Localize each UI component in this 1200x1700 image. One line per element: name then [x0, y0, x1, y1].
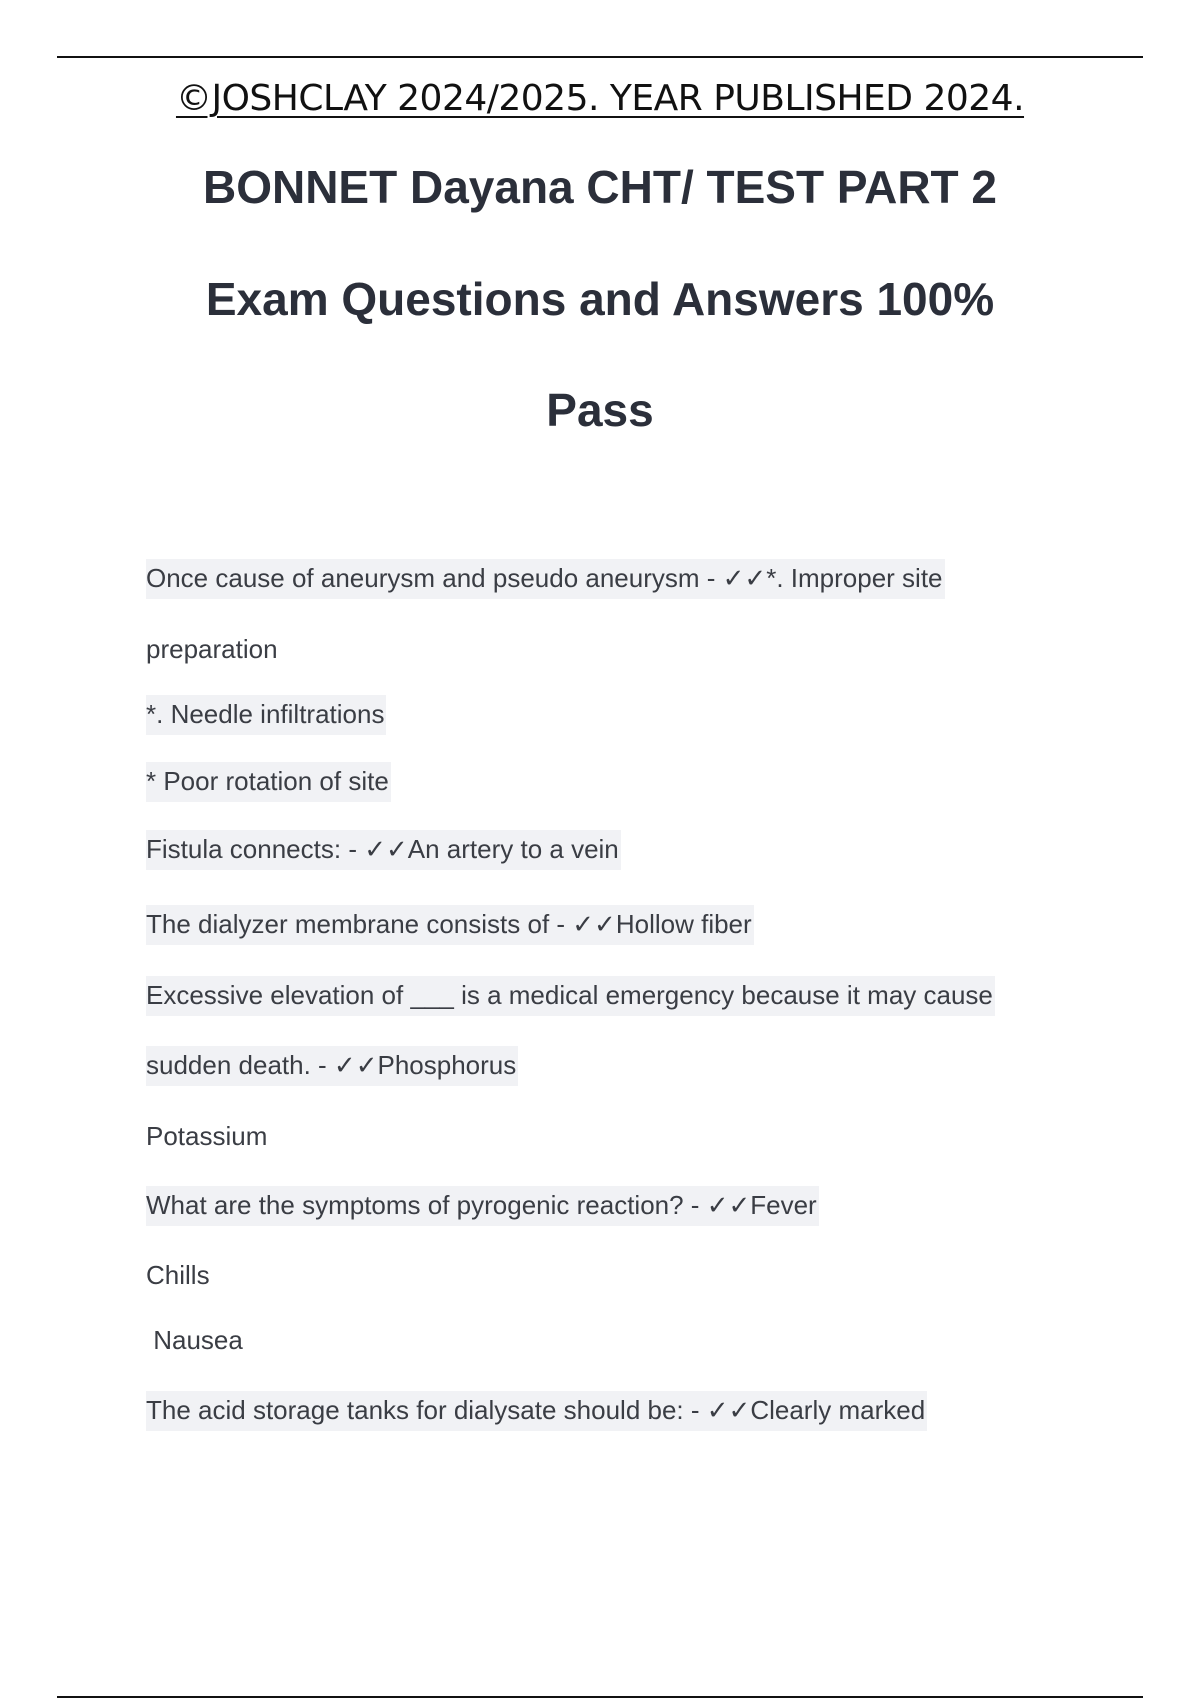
- document-title-line-2: Exam Questions and Answers 100%: [205, 273, 995, 325]
- answer-text: Chills: [146, 1260, 210, 1290]
- question-line: [146, 980, 995, 1011]
- answer-line: [146, 1121, 267, 1152]
- question-text: Fistula connects: - ✓✓An artery to a vein: [146, 830, 621, 870]
- answer-line: [146, 1325, 243, 1356]
- answer-line: [146, 634, 278, 665]
- question-line: [146, 1395, 927, 1426]
- answer-text: *. Needle infiltrations: [146, 695, 386, 735]
- copyright-text: ©JOSHCLAY 2024/2025. YEAR PUBLISHED 2024.: [175, 78, 1025, 119]
- question-line: [146, 563, 945, 594]
- top-rule: [57, 56, 1143, 58]
- answer-text: Nausea: [146, 1325, 243, 1355]
- answer-line: [146, 699, 386, 730]
- question-line: [146, 1050, 518, 1081]
- question-line: [146, 909, 754, 940]
- answer-text: preparation: [146, 634, 278, 664]
- document-title-line-1: BONNET Dayana CHT/ TEST PART 2: [202, 161, 998, 213]
- question-text: Excessive elevation of ___ is a medical emergency because it may cause: [146, 976, 995, 1016]
- copyright-header: [0, 78, 1200, 119]
- question-line: [146, 1190, 819, 1221]
- question-text: sudden death. - ✓✓Phosphorus: [146, 1046, 518, 1086]
- answer-text: Potassium: [146, 1121, 268, 1151]
- question-text: The acid storage tanks for dialysate should be: - ✓✓Clearly marked: [146, 1391, 927, 1431]
- answer-line: [146, 766, 391, 797]
- answer-text: * Poor rotation of site: [146, 762, 391, 802]
- answer-line: [146, 1260, 210, 1291]
- question-text: The dialyzer membrane consists of - ✓✓Hollow fiber: [146, 905, 754, 945]
- question-line: [146, 834, 621, 865]
- question-text: What are the symptoms of pyrogenic reaction? - ✓✓Fever: [146, 1186, 819, 1226]
- document-title-line-3: Pass: [546, 384, 654, 436]
- bottom-rule: [57, 1696, 1143, 1698]
- question-text: Once cause of aneurysm and pseudo aneurysm - ✓✓*. Improper site: [146, 559, 945, 599]
